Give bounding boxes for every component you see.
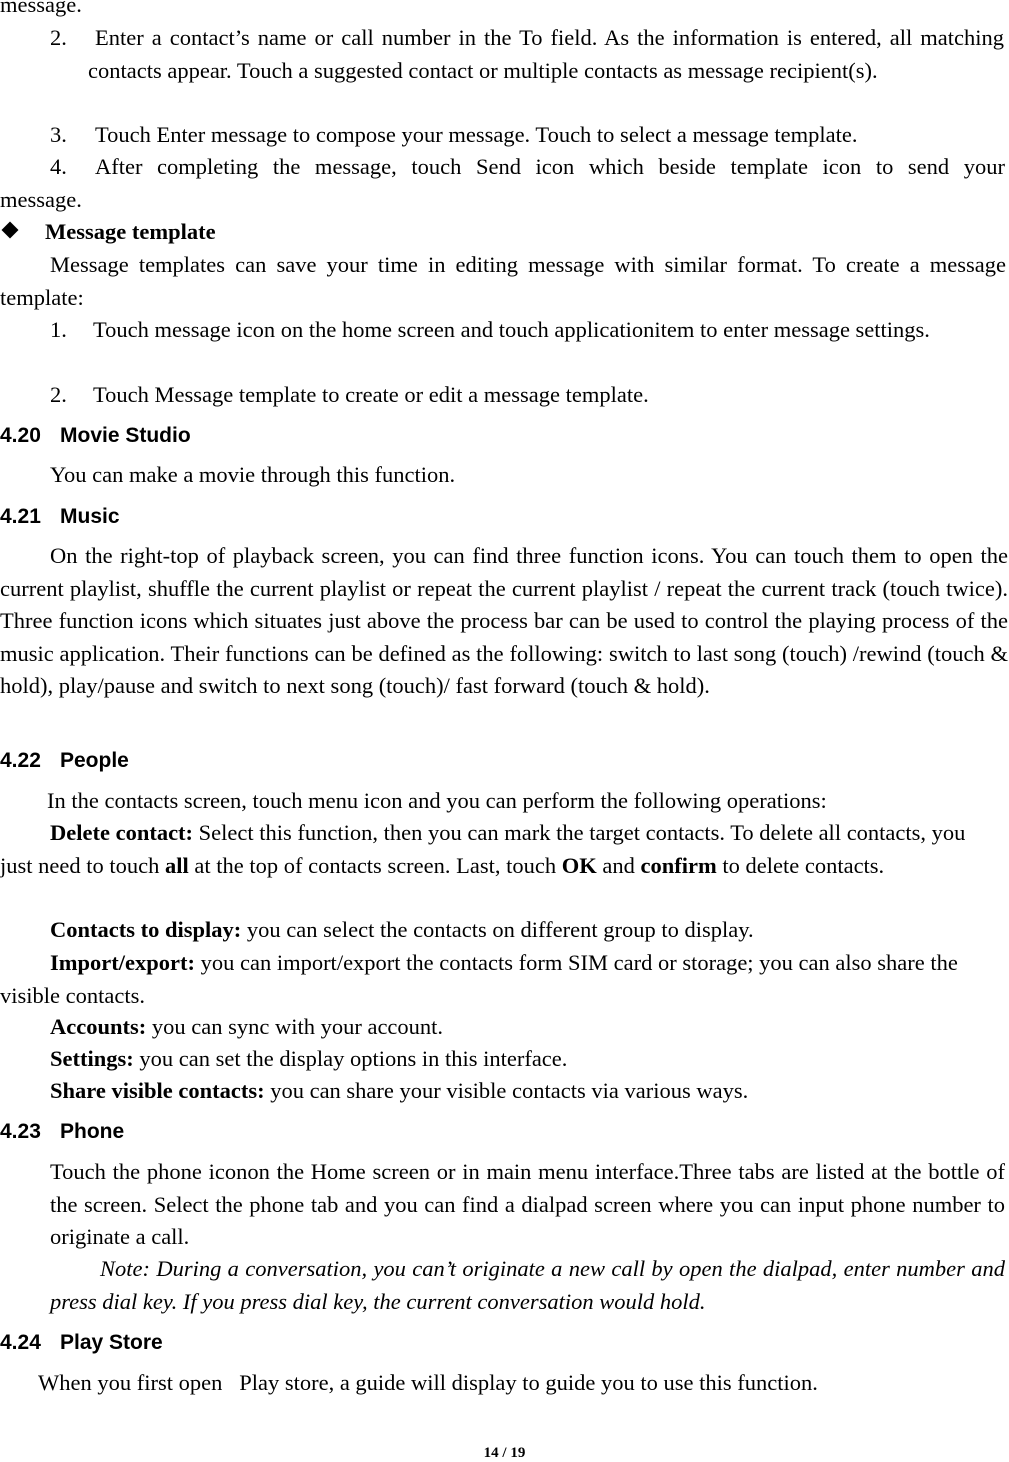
option-text: Select this function, then you can mark the target contacts. To delete all contacts, you just need to touch bbox=[0, 820, 966, 878]
section-heading-4-24 bbox=[0, 1330, 163, 1356]
section-number: 4.21 bbox=[0, 505, 41, 528]
option-label: Settings: bbox=[50, 1046, 134, 1071]
section-number: 4.24 bbox=[0, 1331, 41, 1354]
list-number: 3. bbox=[50, 122, 67, 147]
page-number: 14 / 19 bbox=[483, 1445, 526, 1461]
option-text: you can sync with your account. bbox=[146, 1014, 444, 1039]
subheading-message-template: Message template bbox=[45, 219, 216, 244]
menu-option-delete-contact bbox=[0, 817, 980, 882]
option-text: you can select the contacts on different group to display. bbox=[241, 917, 754, 942]
menu-option-import-export bbox=[0, 947, 985, 1012]
list-number: 4. bbox=[50, 154, 67, 179]
list-item-text: After completing the message, touch Send icon which beside template icon to send your bbox=[95, 154, 1005, 179]
menu-option-settings bbox=[0, 1043, 1006, 1076]
list-item-continuation: message. bbox=[0, 187, 82, 212]
list-number: 2. bbox=[50, 25, 67, 50]
section-heading-4-21 bbox=[0, 504, 120, 530]
menu-option-share-visible-contacts bbox=[0, 1075, 1006, 1108]
section-title: Movie Studio bbox=[60, 424, 191, 447]
list-item-text: Touch message icon on the home screen and touch applicationitem to enter message settings. bbox=[93, 317, 930, 342]
menu-option-accounts bbox=[0, 1011, 1006, 1044]
option-label: Import/export: bbox=[50, 950, 195, 975]
section-heading-4-23 bbox=[0, 1119, 124, 1145]
option-text: at the top of contacts screen. Last, touch bbox=[188, 852, 562, 878]
list-item-text: Enter a contact’s name or call number in the To field. As the information is entered, all matching contacts appear. Touch a suggested contact or multiple contacts as message recipient(s). bbox=[88, 25, 1004, 83]
keyword-all: all bbox=[164, 852, 189, 878]
option-label: Contacts to display: bbox=[50, 917, 242, 942]
note-paragraph: Note: During a conversation, you can’t originate a new call by open the dialpad, enter number and press dial key. If you press dial key, the current conversation would hold. bbox=[50, 1256, 1005, 1314]
list-number: 1. bbox=[50, 317, 67, 342]
section-heading-4-22 bbox=[0, 748, 129, 774]
paragraph: Touch the phone iconon the Home screen or in main menu interface.Three tabs are listed at the bottle of the screen. Select the phone tab and you can find a dialpad screen where you can input phone number to originate a call. bbox=[50, 1159, 1005, 1249]
option-label: Accounts: bbox=[50, 1014, 147, 1039]
keyword-confirm: confirm bbox=[640, 852, 717, 878]
section-title: Phone bbox=[60, 1120, 125, 1143]
paragraph: When you first open Play store, a guide will display to guide you to use this function. bbox=[38, 1370, 818, 1395]
option-label: Share visible contacts: bbox=[50, 1078, 265, 1103]
section-title: Play Store bbox=[60, 1331, 163, 1354]
list-item-text: Touch Enter message to compose your message. Touch to select a message template. bbox=[95, 122, 858, 147]
list-item-text: Touch Message template to create or edit a message template. bbox=[93, 382, 649, 407]
section-number: 4.20 bbox=[0, 424, 41, 447]
option-text: you can import/export the contacts form SIM card or storage; you can also share the visible contacts. bbox=[0, 950, 958, 1008]
menu-option-contacts-to-display bbox=[0, 914, 1006, 947]
paragraph: You can make a movie through this function. bbox=[50, 462, 456, 487]
paragraph: In the contacts screen, touch menu icon and you can perform the following operations: bbox=[47, 788, 827, 813]
section-heading-4-20 bbox=[0, 423, 191, 449]
option-text: you can share your visible contacts via various ways. bbox=[264, 1078, 749, 1103]
option-text: to delete contacts. bbox=[716, 852, 885, 878]
keyword-ok: OK bbox=[561, 852, 597, 878]
option-text: you can set the display options in this interface. bbox=[133, 1046, 568, 1071]
section-title: Music bbox=[60, 505, 120, 528]
option-label: Delete contact: bbox=[50, 820, 194, 845]
section-number: 4.22 bbox=[0, 749, 41, 772]
continued-text: message. bbox=[0, 0, 82, 17]
paragraph: Message templates can save your time in editing message with similar format. To create a message template: bbox=[0, 252, 1006, 310]
section-number: 4.23 bbox=[0, 1120, 41, 1143]
list-number: 2. bbox=[50, 382, 67, 407]
section-title: People bbox=[60, 749, 129, 772]
option-text: and bbox=[596, 852, 641, 878]
diamond-bullet-icon bbox=[2, 222, 19, 239]
paragraph: On the right-top of playback screen, you can find three function icons. You can touch them to open the current playlist, shuffle the current playlist or repeat the current playlist / repeat the current track (touch twice). Three function icons which situates just above the process bar can be used to control the playing process of the music application. Their functions can be defined as the following: switch to last song (touch) /rewind (touch & hold), play/pause and switch to next song (touch)/ fast forward (touch & hold). bbox=[0, 543, 1008, 698]
